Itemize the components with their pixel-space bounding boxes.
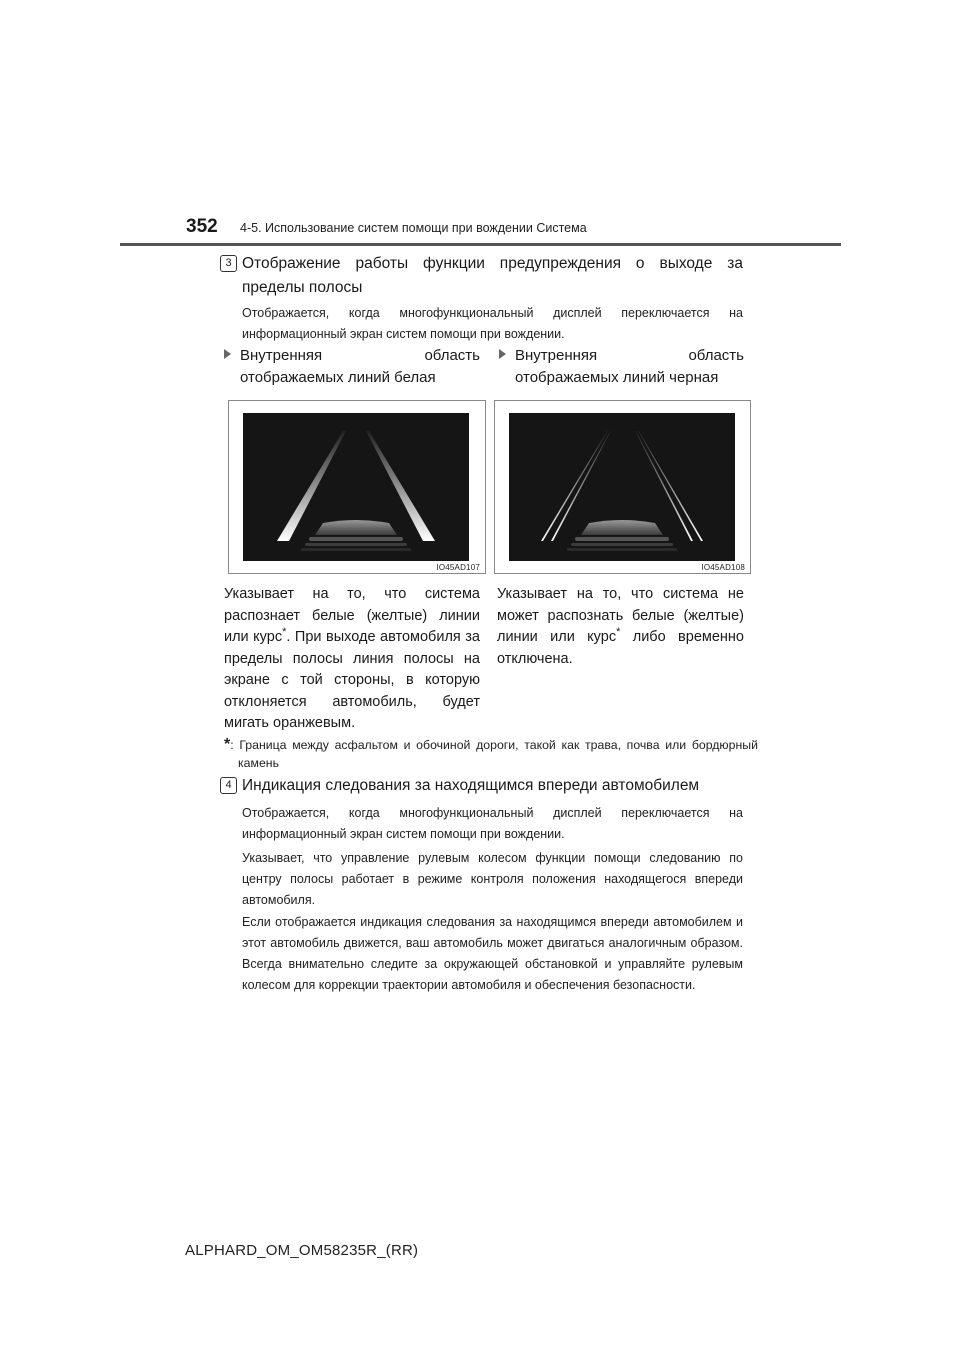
- display-screen-black: [509, 413, 735, 561]
- right-subheading-word1: Внутренняя: [515, 347, 598, 364]
- figure-code-left: IO45AD107: [433, 563, 483, 572]
- item-3-note: Отображается, когда многофункциональный дисплей переключается на информационный экран систем помощи при вождении.: [242, 306, 743, 341]
- left-subheading-word2: область: [424, 347, 480, 364]
- footnote: [224, 736, 758, 772]
- right-description: [497, 584, 744, 670]
- figure-code-right: IO45AD108: [698, 563, 748, 572]
- lane-lines-white-illustration: [243, 413, 469, 561]
- item-4-title: Индикация следования за находящимся впереди автомобилем: [242, 777, 700, 794]
- document-code: ALPHARD_OM_OM58235R_(RR): [185, 1242, 419, 1259]
- left-subheading: [224, 345, 480, 389]
- item-4-paragraph-1: Отображается, когда многофункциональный дисплей переключается на информационный экран систем помощи при вождении.: [242, 806, 743, 841]
- figure-lane-display-white: [228, 400, 486, 574]
- right-subheading-word2: область: [688, 347, 744, 364]
- item-number-badge-3: 3: [220, 255, 237, 272]
- left-subheading-word1: Внутренняя: [240, 347, 323, 364]
- right-description-a: Указывает на то, что система не может распознать белые (желтые) линии или курс: [497, 586, 744, 645]
- item-number-badge-4: 4: [220, 777, 237, 794]
- figure-lane-display-black: [494, 400, 751, 574]
- section-title: 4-5. Использование систем помощи при вождении Система: [240, 221, 587, 235]
- triangle-bullet-icon: [499, 349, 506, 359]
- right-description-b: либо временно отключена.: [497, 629, 744, 667]
- page-number: 352: [186, 216, 218, 237]
- right-description-star: *: [616, 626, 621, 639]
- item-3-title: Отображение работы функции предупреждения о выходе за пределы полосы: [242, 255, 743, 296]
- lane-lines-black-illustration: [509, 413, 735, 561]
- left-subheading-line2: отображаемых линий белая: [240, 369, 436, 386]
- footnote-text: : Граница между асфальтом и обочиной дороги, такой как трава, почва или бордюрный камень: [230, 738, 758, 770]
- item-4-paragraph-2: Указывает, что управление рулевым колесом функции помощи следованию по центру полосы работает в режиме контроля положения находящегося впереди автомобиля.: [242, 851, 743, 907]
- left-description-b: . При выходе автомобиля за пределы полосы линия полосы на экране с той стороны, в которую отклоняется автомобиль, будет мигать оранжевым.: [224, 629, 480, 731]
- left-description-star: *: [282, 626, 287, 639]
- item-4-paragraph-3: Если отображается индикация следования за находящимся впереди автомобилем и этот автомобиль движется, ваш автомобиль может двигаться аналогичным образом. Всегда внимательно следите за окружающей обстановкой и управляйте рулевым колесом для коррекции траектории автомобиля и обеспечения безопасности.: [242, 915, 743, 992]
- footnote-star: *: [224, 736, 231, 753]
- header-rule: [120, 243, 841, 246]
- display-screen-white: [243, 413, 469, 561]
- triangle-bullet-icon: [224, 349, 231, 359]
- right-subheading: [499, 345, 744, 389]
- right-subheading-line2: отображаемых линий черная: [515, 369, 719, 386]
- left-description-a: Указывает на то, что система распознает белые (желтые) линии или курс: [224, 586, 480, 645]
- left-description: [224, 584, 480, 735]
